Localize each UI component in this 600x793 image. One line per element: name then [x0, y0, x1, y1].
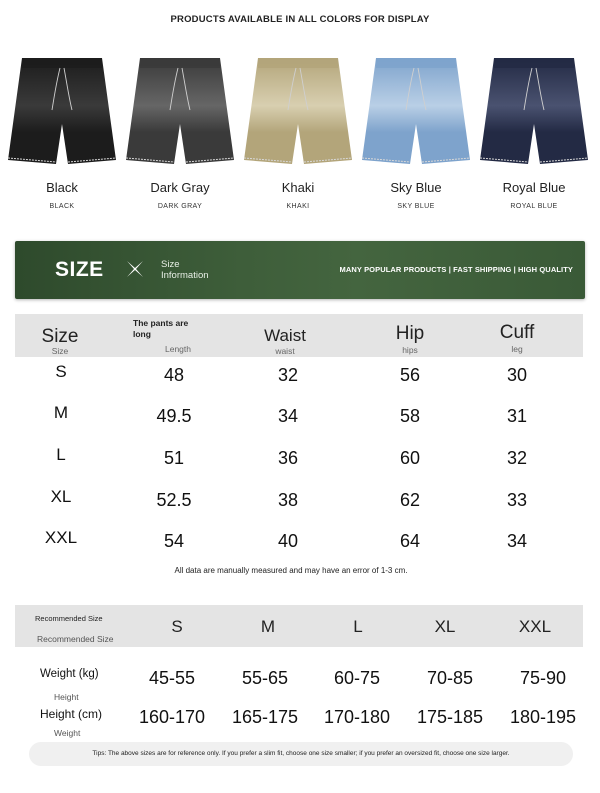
height-value: 175-185: [416, 707, 484, 727]
size-cell-hip: 56: [399, 365, 421, 385]
recommend-size-xxl: XXL: [518, 617, 552, 636]
product-color-code: ROYAL BLUE: [510, 203, 558, 210]
shorts-image: [240, 54, 356, 172]
size-cell-cuff: 31: [506, 406, 528, 426]
product-color-name: Khaki: [281, 180, 315, 195]
product-color-code: BLACK: [49, 203, 75, 210]
size-cell-length: 51: [163, 448, 185, 468]
weight-value: 75-90: [519, 668, 567, 688]
product-color-code: KHAKI: [286, 203, 310, 210]
size-cell-hip: 60: [399, 448, 421, 468]
shorts-image: [122, 54, 238, 172]
recommend-size-m: M: [260, 617, 276, 636]
height-value: 180-195: [509, 707, 577, 727]
size-table-header: [15, 314, 583, 357]
product-color-name: Sky Blue: [390, 180, 442, 195]
height-value: 160-170: [138, 707, 206, 727]
header-length: The pants are long Length: [133, 318, 191, 354]
size-cell-cuff: 32: [506, 448, 528, 468]
header-waist: Waist waist: [264, 326, 306, 356]
weight-label: Weight (kg): [40, 668, 99, 680]
size-cell-waist: 36: [277, 448, 299, 468]
height-sub-label: Weight: [54, 728, 81, 738]
product-color-code: SKY BLUE: [397, 203, 435, 210]
size-cell-hip: 62: [399, 490, 421, 510]
height-value: 170-180: [323, 707, 391, 727]
size-cell-length: 48: [163, 365, 185, 385]
size-row-label: XXL: [44, 528, 78, 547]
size-cell-cuff: 34: [506, 531, 528, 551]
shorts-image: [4, 54, 120, 172]
recommend-label-sub: Recommended Size: [37, 634, 114, 644]
product-color-name: Black: [46, 180, 78, 195]
height-label: Height (cm): [40, 707, 103, 721]
measurement-note: All data are manually measured and may have an error of 1-3 cm.: [174, 566, 408, 575]
size-info-banner: [15, 241, 585, 299]
product-sky-blue: [358, 54, 474, 214]
product-black: [4, 54, 120, 214]
size-cell-waist: 38: [277, 490, 299, 510]
product-color-code: DARK GRAY: [157, 203, 203, 210]
weight-value: 60-75: [333, 668, 381, 688]
size-cell-waist: 40: [277, 531, 299, 551]
size-cell-length: 54: [163, 531, 185, 551]
banner-tagline: MANY POPULAR PRODUCTS | FAST SHIPPING | HIGH QUALITY: [339, 265, 573, 274]
weight-sub-label: Height: [54, 692, 79, 702]
size-cell-hip: 64: [399, 531, 421, 551]
product-color-name: Royal Blue: [502, 180, 566, 195]
weight-value: 55-65: [241, 668, 289, 688]
size-cell-length: 49.5: [156, 406, 192, 426]
product-color-name: Dark Gray: [150, 180, 210, 195]
size-cell-cuff: 33: [506, 490, 528, 510]
size-cell-waist: 34: [277, 406, 299, 426]
size-row-label: M: [53, 403, 69, 422]
size-row-label: L: [56, 445, 66, 464]
tips-bar: Tips: The above sizes are for reference only. If you prefer a slim fit, choose one size smaller; if you prefer an oversized fit, choose one size larger.: [29, 742, 573, 766]
height-value: 165-175: [231, 707, 299, 727]
weight-value: 70-85: [426, 668, 474, 688]
recommend-label: Recommended Size: [35, 614, 103, 623]
weight-value: 45-55: [148, 668, 196, 688]
recommend-header: [15, 605, 583, 647]
size-cell-waist: 32: [277, 365, 299, 385]
size-cell-cuff: 30: [506, 365, 528, 385]
product-color-row: [0, 54, 600, 214]
shorts-image: [358, 54, 474, 172]
page-title: PRODUCTS AVAILABLE IN ALL COLORS FOR DISPLAY: [170, 14, 430, 25]
header-hip: Hip hips: [395, 323, 425, 355]
product-khaki: [240, 54, 356, 214]
product-royal-blue: [476, 54, 592, 214]
recommend-size-xl: XL: [434, 617, 456, 636]
x-mark-icon: [123, 257, 147, 281]
size-row-label: S: [55, 362, 67, 381]
header-cuff: Cuff leg: [499, 322, 535, 354]
size-cell-hip: 58: [399, 406, 421, 426]
size-cell-length: 52.5: [156, 490, 192, 510]
recommend-size-l: L: [353, 617, 363, 636]
shorts-image: [476, 54, 592, 172]
banner-subtitle: Size Information: [161, 259, 209, 281]
header-size: Size Size: [41, 326, 79, 356]
banner-title: SIZE: [55, 258, 104, 281]
recommend-size-s: S: [171, 617, 183, 636]
product-dark-gray: [122, 54, 238, 214]
size-row-label: XL: [50, 487, 72, 506]
